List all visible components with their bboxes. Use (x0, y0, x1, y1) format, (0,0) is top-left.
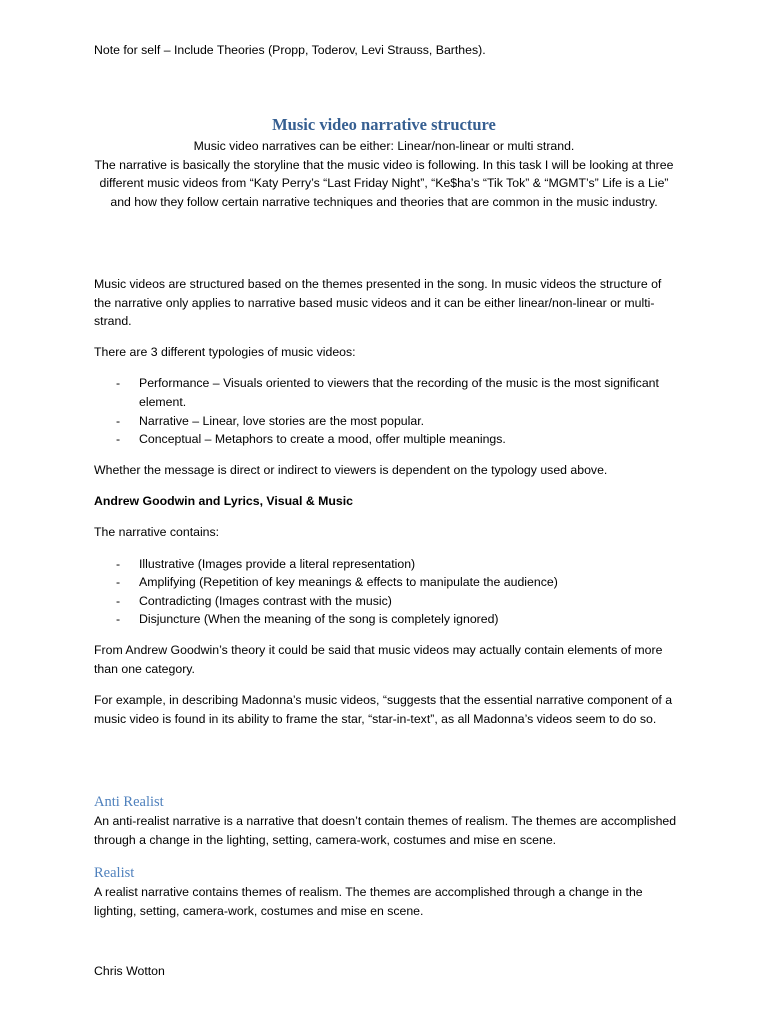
paragraph-message: Whether the message is direct or indirect to viewers is dependent on the typology used above. (94, 463, 608, 478)
author-footer: Chris Wotton (94, 964, 165, 978)
intro-line-1: Music video narratives can be either: Linear/non-linear or multi strand. (193, 139, 575, 153)
bullet-dash: - (116, 432, 121, 447)
realist-heading: Realist (94, 865, 135, 881)
list-item (94, 573, 674, 592)
list-item-text: Contradicting (Images contrast with the music) (139, 593, 392, 608)
bullet-dash: - (116, 575, 121, 590)
list-item-text: Performance – Visuals oriented to viewers that the recording of the music is the most significant element. (139, 376, 659, 409)
note-line: Note for self – Include Theories (Propp, Toderov, Levi Strauss, Barthes). (94, 43, 486, 57)
list-item-text: Conceptual – Metaphors to create a mood, offer multiple meanings. (139, 432, 506, 447)
contains-list (94, 555, 674, 629)
realist-section (94, 863, 684, 920)
realist-text: A realist narrative contains themes of realism. The themes are accomplished through a change in the lighting, setting, camera-work, costumes and mise en scene. (94, 885, 643, 918)
bullet-dash: - (116, 376, 121, 391)
anti-realist-section (94, 792, 684, 849)
list-item (94, 592, 674, 611)
anti-realist-heading: Anti Realist (94, 794, 164, 810)
bullet-dash: - (116, 593, 121, 608)
paragraph-madonna-example: For example, in describing Madonna’s music videos, “suggests that the essential narrative component of a music video is found in its ability to frame the star, “star-in-text”, as all Madonna’s videos seem to do so. (94, 693, 673, 726)
main-body (94, 275, 674, 741)
bullet-dash: - (116, 612, 121, 627)
list-item (94, 555, 674, 574)
paragraph-goodwin-theory: From Andrew Goodwin’s theory it could be said that music videos may actually contain elements of more than one category. (94, 643, 663, 676)
paragraph-typologies-intro: There are 3 different typologies of music videos: (94, 345, 356, 360)
paragraph-structure: Music videos are structured based on the themes presented in the song. In music videos the structure of the narrative only applies to narrative based music videos and it can be either linear/non-linear or multi-strand. (94, 277, 662, 329)
intro-block (92, 137, 676, 211)
list-item (94, 430, 674, 449)
list-item (94, 412, 674, 431)
bullet-dash: - (116, 413, 121, 428)
page-title: Music video narrative structure (272, 115, 496, 134)
paragraph-narrative-contains: The narrative contains: (94, 525, 220, 540)
bullet-dash: - (116, 556, 121, 571)
list-item-text: Disjuncture (When the meaning of the song is completely ignored) (139, 612, 499, 627)
list-item-text: Narrative – Linear, love stories are the most popular. (139, 413, 425, 428)
anti-realist-text: An anti-realist narrative is a narrative that doesn’t contain themes of realism. The themes are accomplished through a change in the lighting, setting, camera-work, costumes and mise en scene. (94, 814, 677, 847)
list-item (94, 610, 674, 629)
list-item-text: Amplifying (Repetition of key meanings & effects to manipulate the audience) (139, 575, 558, 590)
goodwin-heading: Andrew Goodwin and Lyrics, Visual & Music (94, 494, 353, 509)
typologies-list (94, 374, 674, 448)
intro-line-2: The narrative is basically the storyline that the music video is following. In this task I will be looking at three different music videos from “Katy Perry’s “Last Friday Night”, “Ke$ha’s “Tik Tok” & “MGMT’s” Life is a Lie” and how they follow certain narrative techniques and theories that are common in the music industry. (94, 157, 674, 209)
list-item-text: Illustrative (Images provide a literal representation) (139, 556, 416, 571)
list-item (94, 374, 674, 411)
